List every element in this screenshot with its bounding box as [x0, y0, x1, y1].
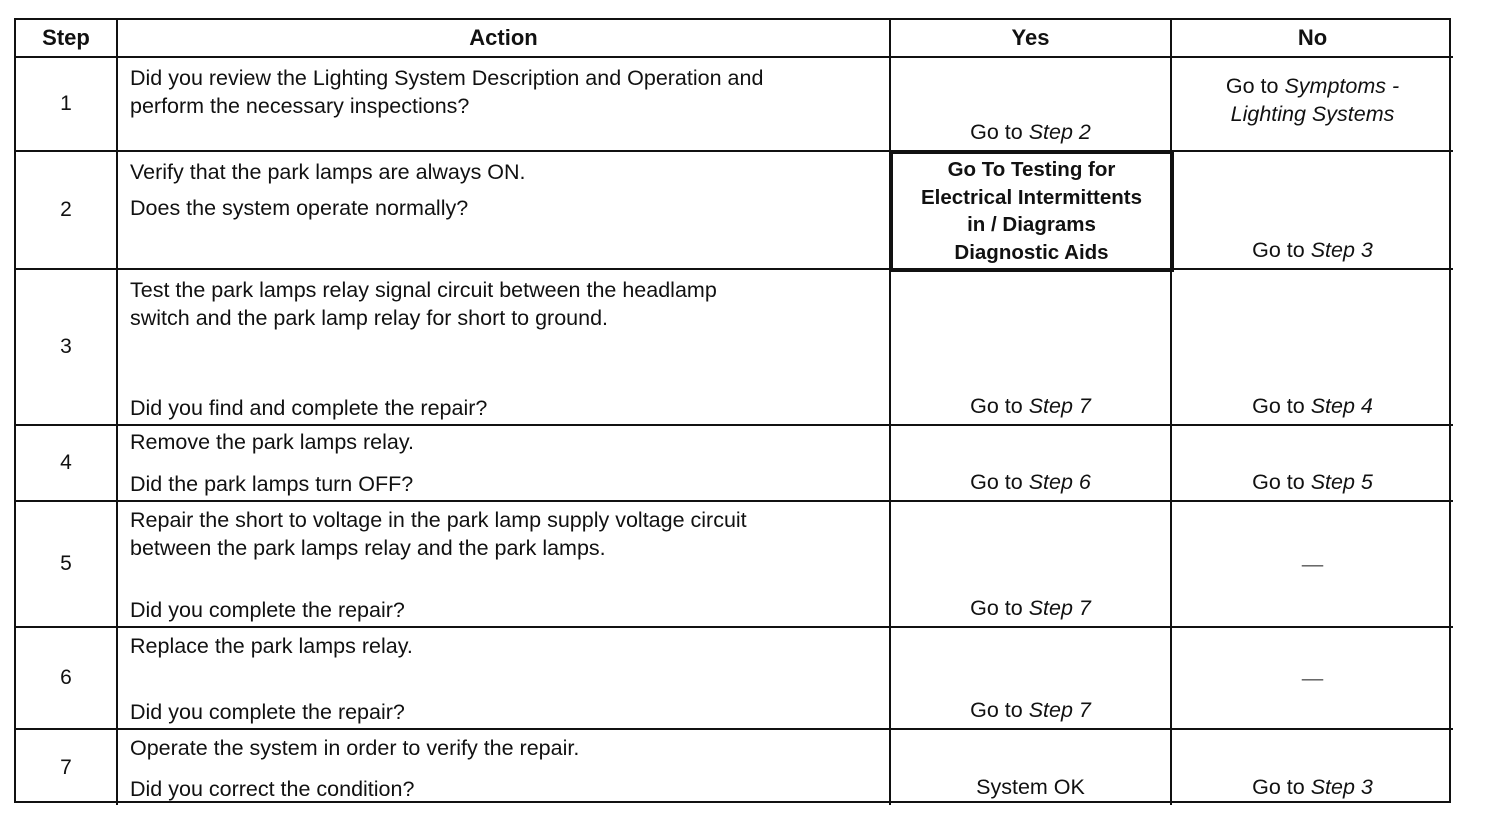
- action-text: Repair the short to voltage in the park lamp supply voltage circuit: [130, 508, 747, 532]
- yes-cell: [891, 270, 1172, 426]
- yes-line: Diagnostic Aids: [954, 240, 1109, 264]
- no-result: [1252, 773, 1373, 801]
- action-text: Test the park lamps relay signal circuit between the headlamp: [130, 278, 717, 302]
- yes-cell: [891, 730, 1172, 805]
- no-prefix: Go to: [1225, 74, 1285, 98]
- step-reference: Step 5: [1310, 470, 1373, 494]
- action-cell: [118, 502, 891, 628]
- no-result: [1252, 392, 1373, 420]
- yes-result: System OK: [976, 775, 1085, 799]
- action-question: Did you find and complete the repair?: [130, 396, 488, 420]
- yes-result: [970, 118, 1091, 146]
- yes-result-box: [921, 156, 1142, 266]
- action-cell: [118, 152, 891, 270]
- step-number: 6: [16, 628, 118, 730]
- action-question: Did you complete the repair?: [130, 598, 405, 622]
- step-number: 2: [16, 152, 118, 270]
- yes-result: [970, 696, 1091, 724]
- no-cell: [1172, 502, 1453, 628]
- symptoms-reference: Symptoms -: [1284, 74, 1400, 98]
- action-text: Replace the park lamps relay.: [130, 634, 413, 658]
- step-number: 7: [16, 730, 118, 805]
- step-reference: Step 3: [1310, 775, 1373, 799]
- action-text: Verify that the park lamps are always ON.: [130, 160, 526, 184]
- action-cell: [118, 426, 891, 502]
- step-number: 4: [16, 426, 118, 502]
- no-cell: [1172, 628, 1453, 730]
- no-cell: [1172, 58, 1453, 152]
- yes-line: Go To Testing for: [947, 158, 1116, 181]
- action-question: Did you complete the repair?: [130, 700, 405, 724]
- no-cell: [1172, 152, 1453, 270]
- yes-result: [970, 392, 1091, 420]
- table-grid: [14, 18, 1451, 803]
- diagnostic-table: [14, 18, 1451, 803]
- step-reference: Step 7: [1028, 596, 1091, 620]
- no-dash: —: [1301, 666, 1324, 690]
- yes-cell: [891, 426, 1172, 502]
- action-cell: [118, 270, 891, 426]
- step-number: 5: [16, 502, 118, 628]
- yes-line: Electrical Intermittents: [920, 185, 1142, 209]
- yes-prefix: Go to: [970, 698, 1029, 722]
- step-reference: Step 7: [1028, 394, 1091, 418]
- header-action: Action: [118, 20, 891, 58]
- yes-result: [970, 468, 1091, 496]
- header-yes: Yes: [891, 20, 1172, 58]
- action-question: Did you correct the condition?: [130, 777, 415, 801]
- no-prefix: Go to: [1252, 470, 1311, 494]
- action-text: Remove the park lamps relay.: [130, 430, 414, 454]
- yes-prefix: Go to: [970, 120, 1029, 144]
- yes-result: [970, 594, 1091, 622]
- step-number: 3: [16, 270, 118, 426]
- yes-cell: [891, 502, 1172, 628]
- action-question: Did the park lamps turn OFF?: [130, 472, 414, 496]
- action-text: switch and the park lamp relay for short to ground.: [130, 306, 609, 330]
- yes-cell-highlighted: [889, 150, 1174, 272]
- no-prefix: Go to: [1252, 394, 1311, 418]
- action-text: Did you review the Lighting System Description and Operation and: [130, 66, 764, 90]
- yes-cell: [891, 58, 1172, 152]
- no-result: [1252, 236, 1373, 264]
- action-cell: [118, 58, 891, 152]
- action-cell: [118, 730, 891, 805]
- yes-line: in / Diagrams: [967, 213, 1096, 236]
- no-cell: [1172, 270, 1453, 426]
- step-reference: Step 7: [1028, 698, 1091, 722]
- step-reference: Step 4: [1310, 394, 1373, 418]
- yes-prefix: Go to: [970, 596, 1029, 620]
- yes-prefix: Go to: [970, 470, 1029, 494]
- no-cell: [1172, 426, 1453, 502]
- header-no: No: [1172, 20, 1453, 58]
- no-cell: [1172, 730, 1453, 805]
- no-prefix: Go to: [1252, 775, 1311, 799]
- step-reference: Step 2: [1028, 120, 1091, 144]
- symptoms-reference-cont: Lighting Systems: [1230, 102, 1395, 126]
- action-text: perform the necessary inspections?: [130, 94, 470, 118]
- header-step: Step: [16, 20, 118, 58]
- action-cell: [118, 628, 891, 730]
- no-prefix: Go to: [1252, 238, 1311, 262]
- yes-cell: [891, 628, 1172, 730]
- no-result: [1252, 468, 1373, 496]
- step-reference: Step 6: [1028, 470, 1091, 494]
- step-number: 1: [16, 58, 118, 152]
- no-result: [1226, 72, 1399, 128]
- step-reference: Step 3: [1310, 238, 1373, 262]
- no-dash: —: [1301, 552, 1324, 576]
- action-text: between the park lamps relay and the park lamps.: [130, 536, 606, 560]
- action-question: Does the system operate normally?: [130, 196, 469, 220]
- yes-prefix: Go to: [970, 394, 1029, 418]
- action-text: Operate the system in order to verify the repair.: [130, 736, 580, 760]
